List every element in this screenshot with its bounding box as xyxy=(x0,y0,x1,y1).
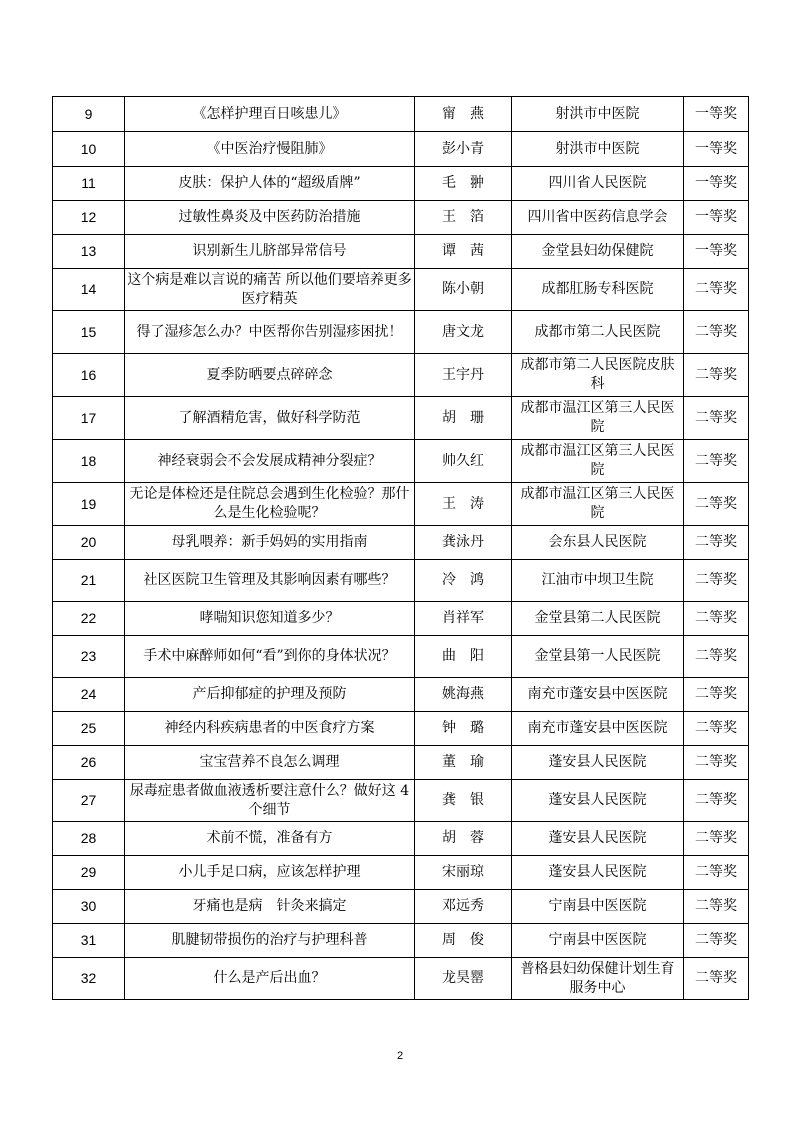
table-cell-title: 社区医院卫生管理及其影响因素有哪些？ xyxy=(125,560,415,602)
table-cell-award: 二等奖 xyxy=(684,822,749,856)
table-cell-number: 20 xyxy=(53,526,125,560)
table-row xyxy=(53,269,749,311)
table-row xyxy=(53,440,749,483)
table-cell-title: 这个病是难以言说的痛苦 所以他们要培养更多医疗精英 xyxy=(125,269,415,311)
table-cell-number: 29 xyxy=(53,856,125,890)
table-row xyxy=(53,311,749,354)
table-cell-unit: 射洪市中医院 xyxy=(512,97,684,132)
table-cell-award: 二等奖 xyxy=(684,746,749,780)
table-cell-unit: 蓬安县人民医院 xyxy=(512,780,684,822)
table-cell-number: 31 xyxy=(53,924,125,958)
table-cell-number: 17 xyxy=(53,397,125,440)
table-cell-title: 宝宝营养不良怎么调理 xyxy=(125,746,415,780)
page-number: 2 xyxy=(396,1050,404,1062)
table-row xyxy=(53,636,749,678)
table-cell-award: 二等奖 xyxy=(684,483,749,526)
table-cell-author: 龙昊罂 xyxy=(415,958,512,1000)
table-row xyxy=(53,201,749,235)
table-cell-author: 毛 翀 xyxy=(415,167,512,201)
table-cell-number: 11 xyxy=(53,167,125,201)
table-cell-unit: 蓬安县人民医院 xyxy=(512,856,684,890)
table-cell-number: 32 xyxy=(53,958,125,1000)
table-cell-unit: 成都肛肠专科医院 xyxy=(512,269,684,311)
table-cell-title: 得了湿疹怎么办？中医帮你告别湿疹困扰！ xyxy=(125,311,415,354)
table-cell-award: 二等奖 xyxy=(684,958,749,1000)
table-cell-title: 肌腱韧带损伤的治疗与护理科普 xyxy=(125,924,415,958)
table-cell-unit: 成都市第二人民医院皮肤科 xyxy=(512,354,684,397)
table-cell-author: 帅久红 xyxy=(415,440,512,483)
table-row xyxy=(53,483,749,526)
table-cell-author: 王宇丹 xyxy=(415,354,512,397)
table-row xyxy=(53,890,749,924)
table-row xyxy=(53,780,749,822)
table-row xyxy=(53,958,749,1000)
table-cell-number: 27 xyxy=(53,780,125,822)
table-row xyxy=(53,354,749,397)
table-cell-unit: 成都市温江区第三人民医院 xyxy=(512,397,684,440)
table-cell-award: 二等奖 xyxy=(684,636,749,678)
table-cell-unit: 金堂县妇幼保健院 xyxy=(512,235,684,269)
awards-table-body xyxy=(53,97,749,1000)
awards-table xyxy=(52,96,749,1000)
table-cell-award: 一等奖 xyxy=(684,167,749,201)
table-cell-unit: 成都市温江区第三人民医院 xyxy=(512,440,684,483)
table-cell-unit: 宁南县中医医院 xyxy=(512,890,684,924)
table-cell-award: 一等奖 xyxy=(684,132,749,167)
table-row xyxy=(53,526,749,560)
table-cell-title: 无论是体检还是住院总会遇到生化检验？那什么是生化检验呢？ xyxy=(125,483,415,526)
table-cell-title: 了解酒精危害，做好科学防范 xyxy=(125,397,415,440)
table-cell-author: 钟 璐 xyxy=(415,712,512,746)
table-cell-title: 小儿手足口病，应该怎样护理 xyxy=(125,856,415,890)
table-cell-number: 23 xyxy=(53,636,125,678)
table-cell-unit: 江油市中坝卫生院 xyxy=(512,560,684,602)
table-cell-author: 唐文龙 xyxy=(415,311,512,354)
table-cell-unit: 宁南县中医医院 xyxy=(512,924,684,958)
table-cell-title: 皮肤：保护人体的“超级盾牌” xyxy=(125,167,415,201)
table-cell-unit: 南充市蓬安县中医医院 xyxy=(512,678,684,712)
table-cell-award: 二等奖 xyxy=(684,440,749,483)
table-cell-title: 识别新生儿脐部异常信号 xyxy=(125,235,415,269)
table-cell-author: 龚泳丹 xyxy=(415,526,512,560)
table-cell-award: 二等奖 xyxy=(684,856,749,890)
table-cell-title: 产后抑郁症的护理及预防 xyxy=(125,678,415,712)
table-cell-award: 二等奖 xyxy=(684,712,749,746)
table-cell-award: 二等奖 xyxy=(684,602,749,636)
table-cell-unit: 成都市第二人民医院 xyxy=(512,311,684,354)
table-cell-number: 26 xyxy=(53,746,125,780)
table-cell-unit: 四川省人民医院 xyxy=(512,167,684,201)
table-cell-number: 25 xyxy=(53,712,125,746)
table-cell-author: 胡 珊 xyxy=(415,397,512,440)
table-cell-author: 董 瑜 xyxy=(415,746,512,780)
table-cell-award: 二等奖 xyxy=(684,269,749,311)
table-cell-title: 夏季防晒要点碎碎念 xyxy=(125,354,415,397)
table-cell-author: 冷 鸿 xyxy=(415,560,512,602)
table-row xyxy=(53,397,749,440)
table-cell-number: 18 xyxy=(53,440,125,483)
table-cell-title: 尿毒症患者做血液透析要注意什么？做好这 4 个细节 xyxy=(125,780,415,822)
table-cell-unit: 成都市温江区第三人民医院 xyxy=(512,483,684,526)
table-cell-award: 一等奖 xyxy=(684,97,749,132)
table-cell-unit: 金堂县第二人民医院 xyxy=(512,602,684,636)
table-row xyxy=(53,712,749,746)
table-cell-award: 一等奖 xyxy=(684,201,749,235)
table-cell-title: 术前不慌，准备有方 xyxy=(125,822,415,856)
table-cell-title: 牙痛也是病 针灸来搞定 xyxy=(125,890,415,924)
table-cell-title: 手术中麻醉师如何“看”到你的身体状况？ xyxy=(125,636,415,678)
table-cell-author: 肖祥军 xyxy=(415,602,512,636)
table-cell-unit: 南充市蓬安县中医医院 xyxy=(512,712,684,746)
table-cell-unit: 射洪市中医院 xyxy=(512,132,684,167)
table-cell-title: 什么是产后出血？ xyxy=(125,958,415,1000)
table-row xyxy=(53,235,749,269)
table-cell-author: 彭小青 xyxy=(415,132,512,167)
table-cell-number: 22 xyxy=(53,602,125,636)
table-cell-author: 王 涛 xyxy=(415,483,512,526)
table-cell-number: 12 xyxy=(53,201,125,235)
table-cell-number: 21 xyxy=(53,560,125,602)
table-cell-number: 14 xyxy=(53,269,125,311)
table-cell-author: 邓远秀 xyxy=(415,890,512,924)
table-cell-author: 宋丽琼 xyxy=(415,856,512,890)
table-cell-award: 二等奖 xyxy=(684,311,749,354)
table-cell-number: 30 xyxy=(53,890,125,924)
table-cell-number: 28 xyxy=(53,822,125,856)
table-cell-title: 神经衰弱会不会发展成精神分裂症？ xyxy=(125,440,415,483)
table-cell-title: 《怎样护理百日咳患儿》 xyxy=(125,97,415,132)
table-row xyxy=(53,132,749,167)
table-cell-author: 王 箔 xyxy=(415,201,512,235)
table-cell-unit: 蓬安县人民医院 xyxy=(512,822,684,856)
table-cell-author: 胡 蓉 xyxy=(415,822,512,856)
table-row xyxy=(53,856,749,890)
table-cell-award: 二等奖 xyxy=(684,780,749,822)
table-row xyxy=(53,678,749,712)
table-cell-author: 谭 茜 xyxy=(415,235,512,269)
table-cell-award: 二等奖 xyxy=(684,924,749,958)
table-cell-number: 13 xyxy=(53,235,125,269)
table-cell-author: 姚海燕 xyxy=(415,678,512,712)
table-cell-number: 10 xyxy=(53,132,125,167)
table-row xyxy=(53,560,749,602)
table-cell-unit: 金堂县第一人民医院 xyxy=(512,636,684,678)
table-cell-title: 过敏性鼻炎及中医药防治措施 xyxy=(125,201,415,235)
table-cell-unit: 蓬安县人民医院 xyxy=(512,746,684,780)
table-cell-award: 二等奖 xyxy=(684,526,749,560)
table-cell-title: 神经内科疾病患者的中医食疗方案 xyxy=(125,712,415,746)
table-cell-title: 母乳喂养：新手妈妈的实用指南 xyxy=(125,526,415,560)
table-row xyxy=(53,746,749,780)
table-cell-award: 二等奖 xyxy=(684,397,749,440)
table-cell-number: 19 xyxy=(53,483,125,526)
table-cell-award: 一等奖 xyxy=(684,235,749,269)
table-row xyxy=(53,167,749,201)
table-row xyxy=(53,924,749,958)
table-cell-award: 二等奖 xyxy=(684,678,749,712)
table-cell-title: 哮喘知识您知道多少？ xyxy=(125,602,415,636)
table-cell-unit: 普格县妇幼保健计划生育服务中心 xyxy=(512,958,684,1000)
table-cell-author: 陈小朝 xyxy=(415,269,512,311)
table-cell-unit: 四川省中医药信息学会 xyxy=(512,201,684,235)
table-cell-author: 曲 阳 xyxy=(415,636,512,678)
table-cell-award: 二等奖 xyxy=(684,354,749,397)
table-cell-number: 16 xyxy=(53,354,125,397)
table-row xyxy=(53,822,749,856)
table-cell-number: 9 xyxy=(53,97,125,132)
table-cell-title: 《中医治疗慢阻肺》 xyxy=(125,132,415,167)
table-cell-author: 甯 燕 xyxy=(415,97,512,132)
table-row xyxy=(53,97,749,132)
table-cell-award: 二等奖 xyxy=(684,560,749,602)
table-cell-number: 24 xyxy=(53,678,125,712)
table-cell-number: 15 xyxy=(53,311,125,354)
table-cell-unit: 会东县人民医院 xyxy=(512,526,684,560)
table-cell-author: 周 俊 xyxy=(415,924,512,958)
table-row xyxy=(53,602,749,636)
table-cell-award: 二等奖 xyxy=(684,890,749,924)
table-cell-author: 龚 银 xyxy=(415,780,512,822)
